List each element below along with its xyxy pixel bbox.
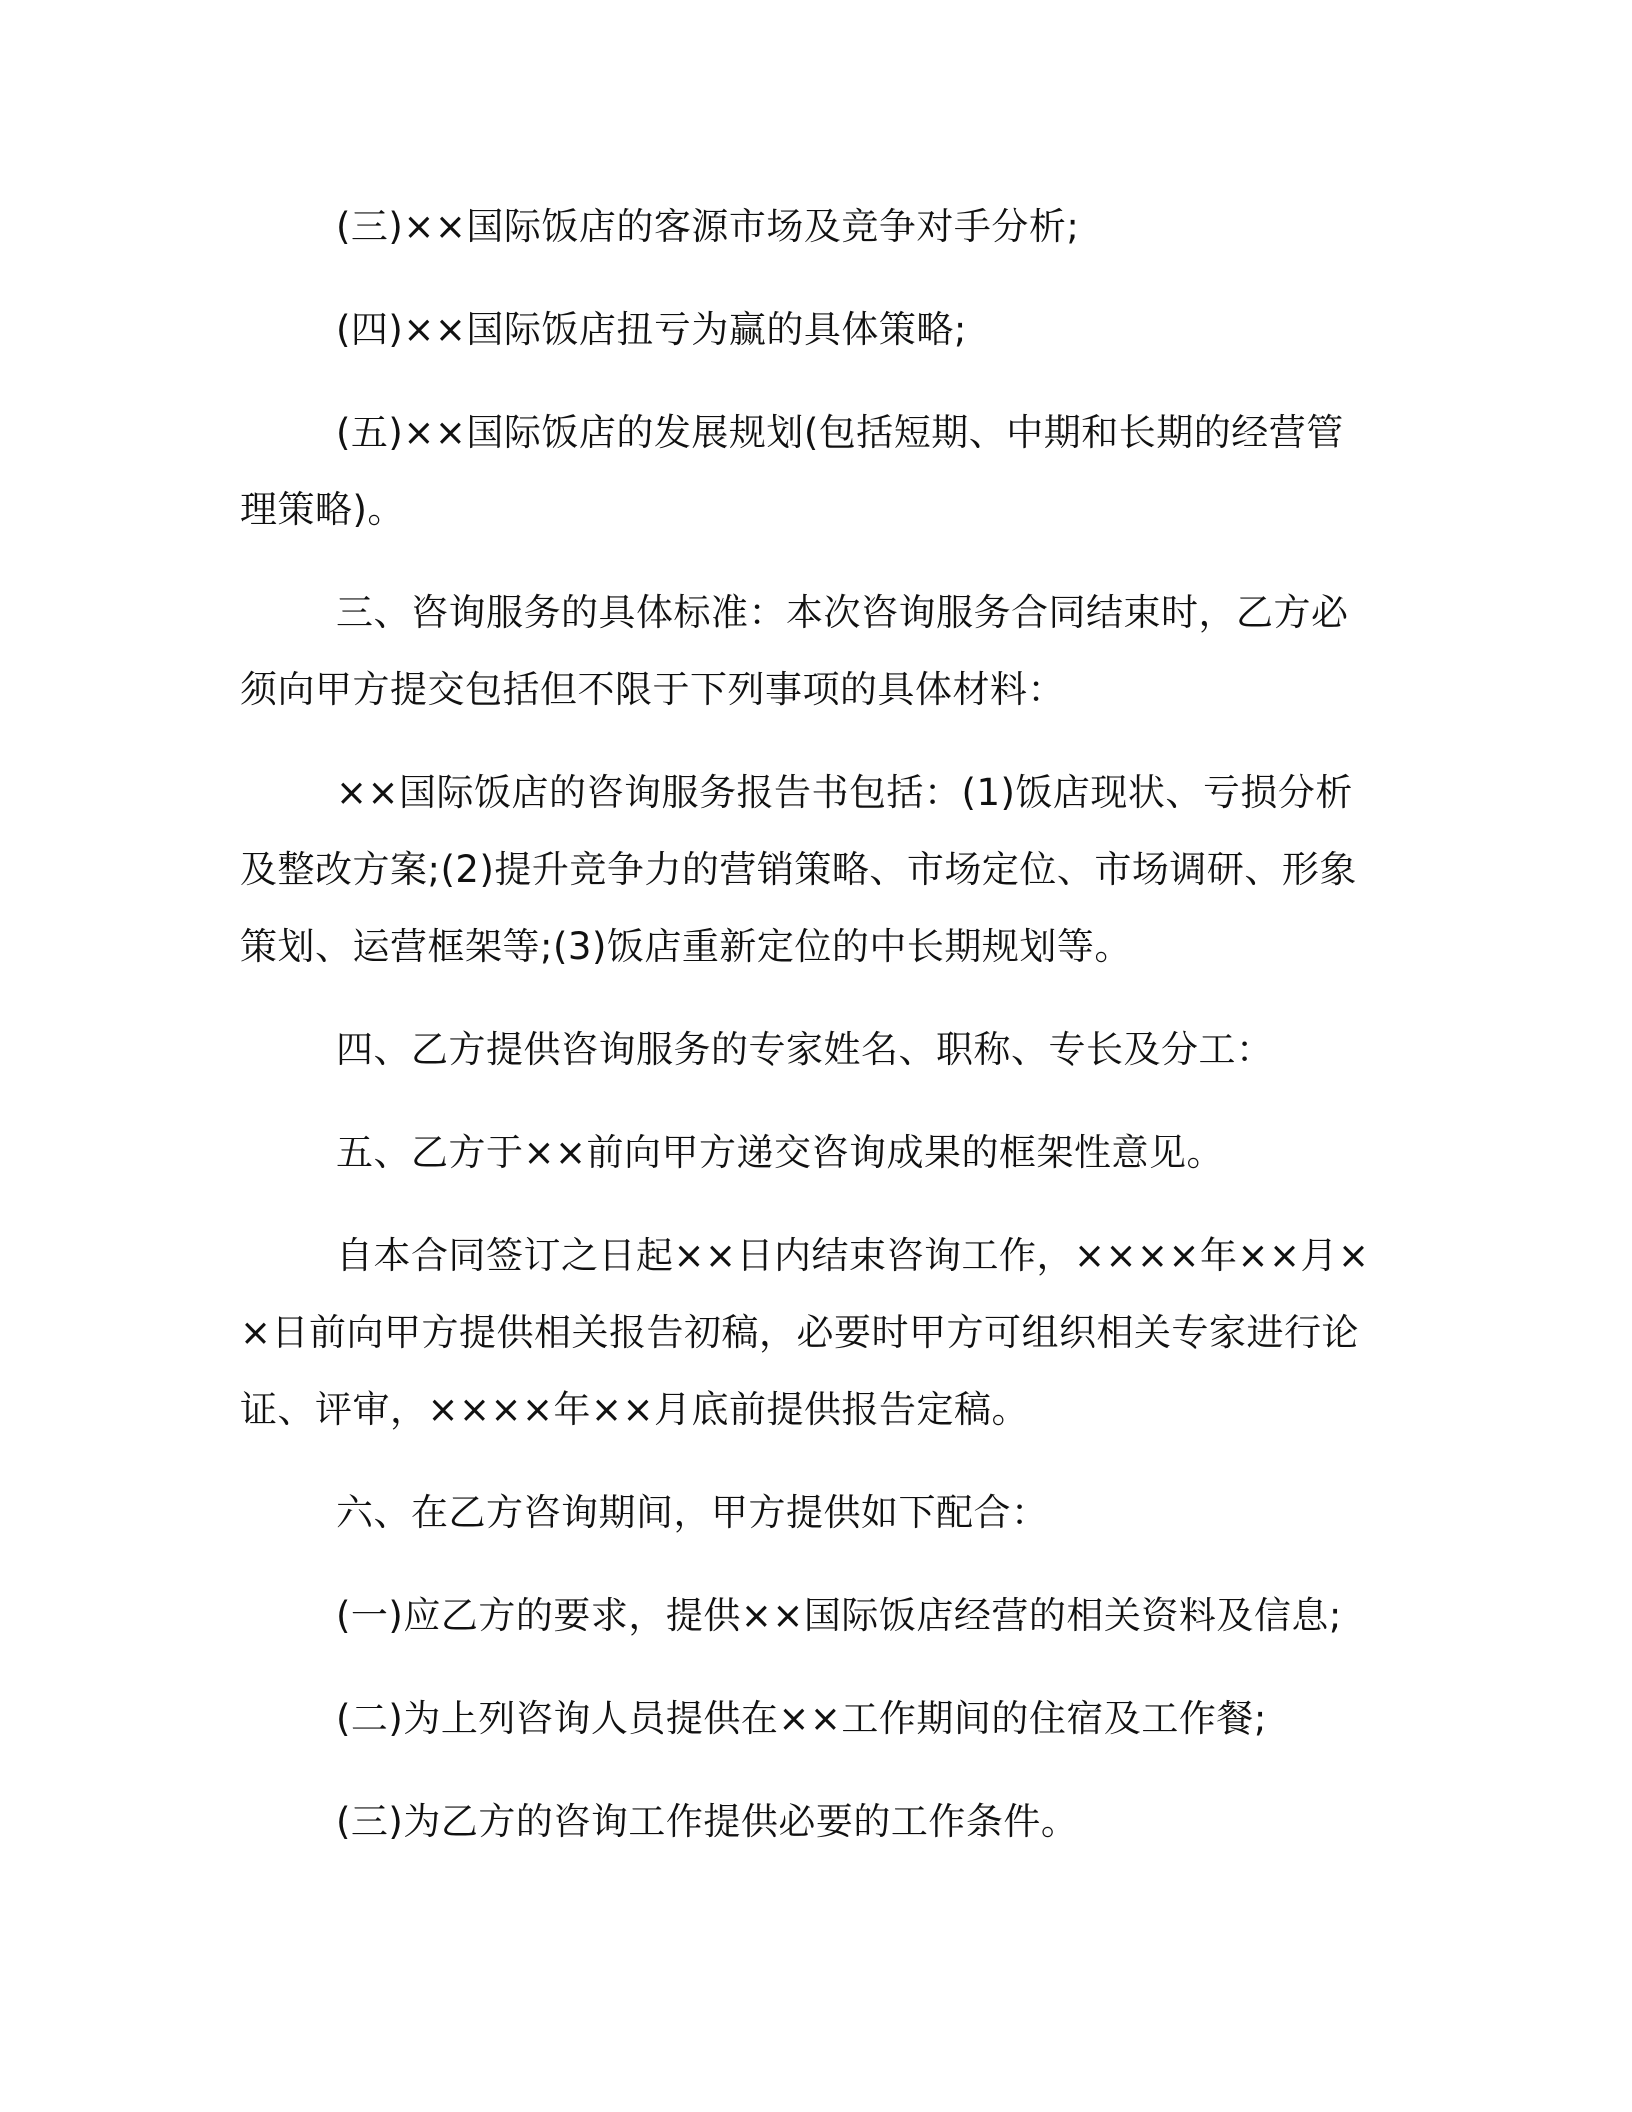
paragraph-5-development-plan: (五)××国际饭店的发展规划(包括短期、中期和长期的经营管理策略)。 <box>240 411 1344 531</box>
document-body <box>240 188 1380 1860</box>
paragraph-4-turnaround-strategy: (四)××国际饭店扭亏为赢的具体策略; <box>336 308 967 351</box>
paragraph-report-contents: ××国际饭店的咨询服务报告书包括：(1)饭店现状、亏损分析及整改方案;(2)提升竞争力的营销策略、市场定位、市场调研、形象策划、运营框架等;(3)饭店重新定位的中长期规划等。 <box>240 771 1357 968</box>
cooperation-item-2: (二)为上列咨询人员提供在××工作期间的住宿及工作餐; <box>336 1697 1267 1740</box>
cooperation-item-3: (三)为乙方的咨询工作提供必要的工作条件。 <box>336 1800 1079 1843</box>
section-6-cooperation: 六、在乙方咨询期间，甲方提供如下配合： <box>336 1491 1049 1534</box>
section-4-experts: 四、乙方提供咨询服务的专家姓名、职称、专长及分工： <box>336 1028 1274 1071</box>
paragraph-3-client-market-analysis: (三)××国际饭店的客源市场及竞争对手分析; <box>336 205 1080 248</box>
section-3-service-standards: 三、咨询服务的具体标准：本次咨询服务合同结束时，乙方必须向甲方提交包括但不限于下列事项的具体材料： <box>240 591 1349 711</box>
cooperation-item-1: (一)应乙方的要求，提供××国际饭店经营的相关资料及信息; <box>336 1594 1342 1637</box>
paragraph-timeline: 自本合同签订之日起××日内结束咨询工作，××××年××月××日前向甲方提供相关报告初稿，必要时甲方可组织相关专家进行论证、评审，××××年××月底前提供报告定稿。 <box>240 1234 1370 1431</box>
section-5-framework-opinion: 五、乙方于××前向甲方递交咨询成果的框架性意见。 <box>336 1131 1225 1174</box>
